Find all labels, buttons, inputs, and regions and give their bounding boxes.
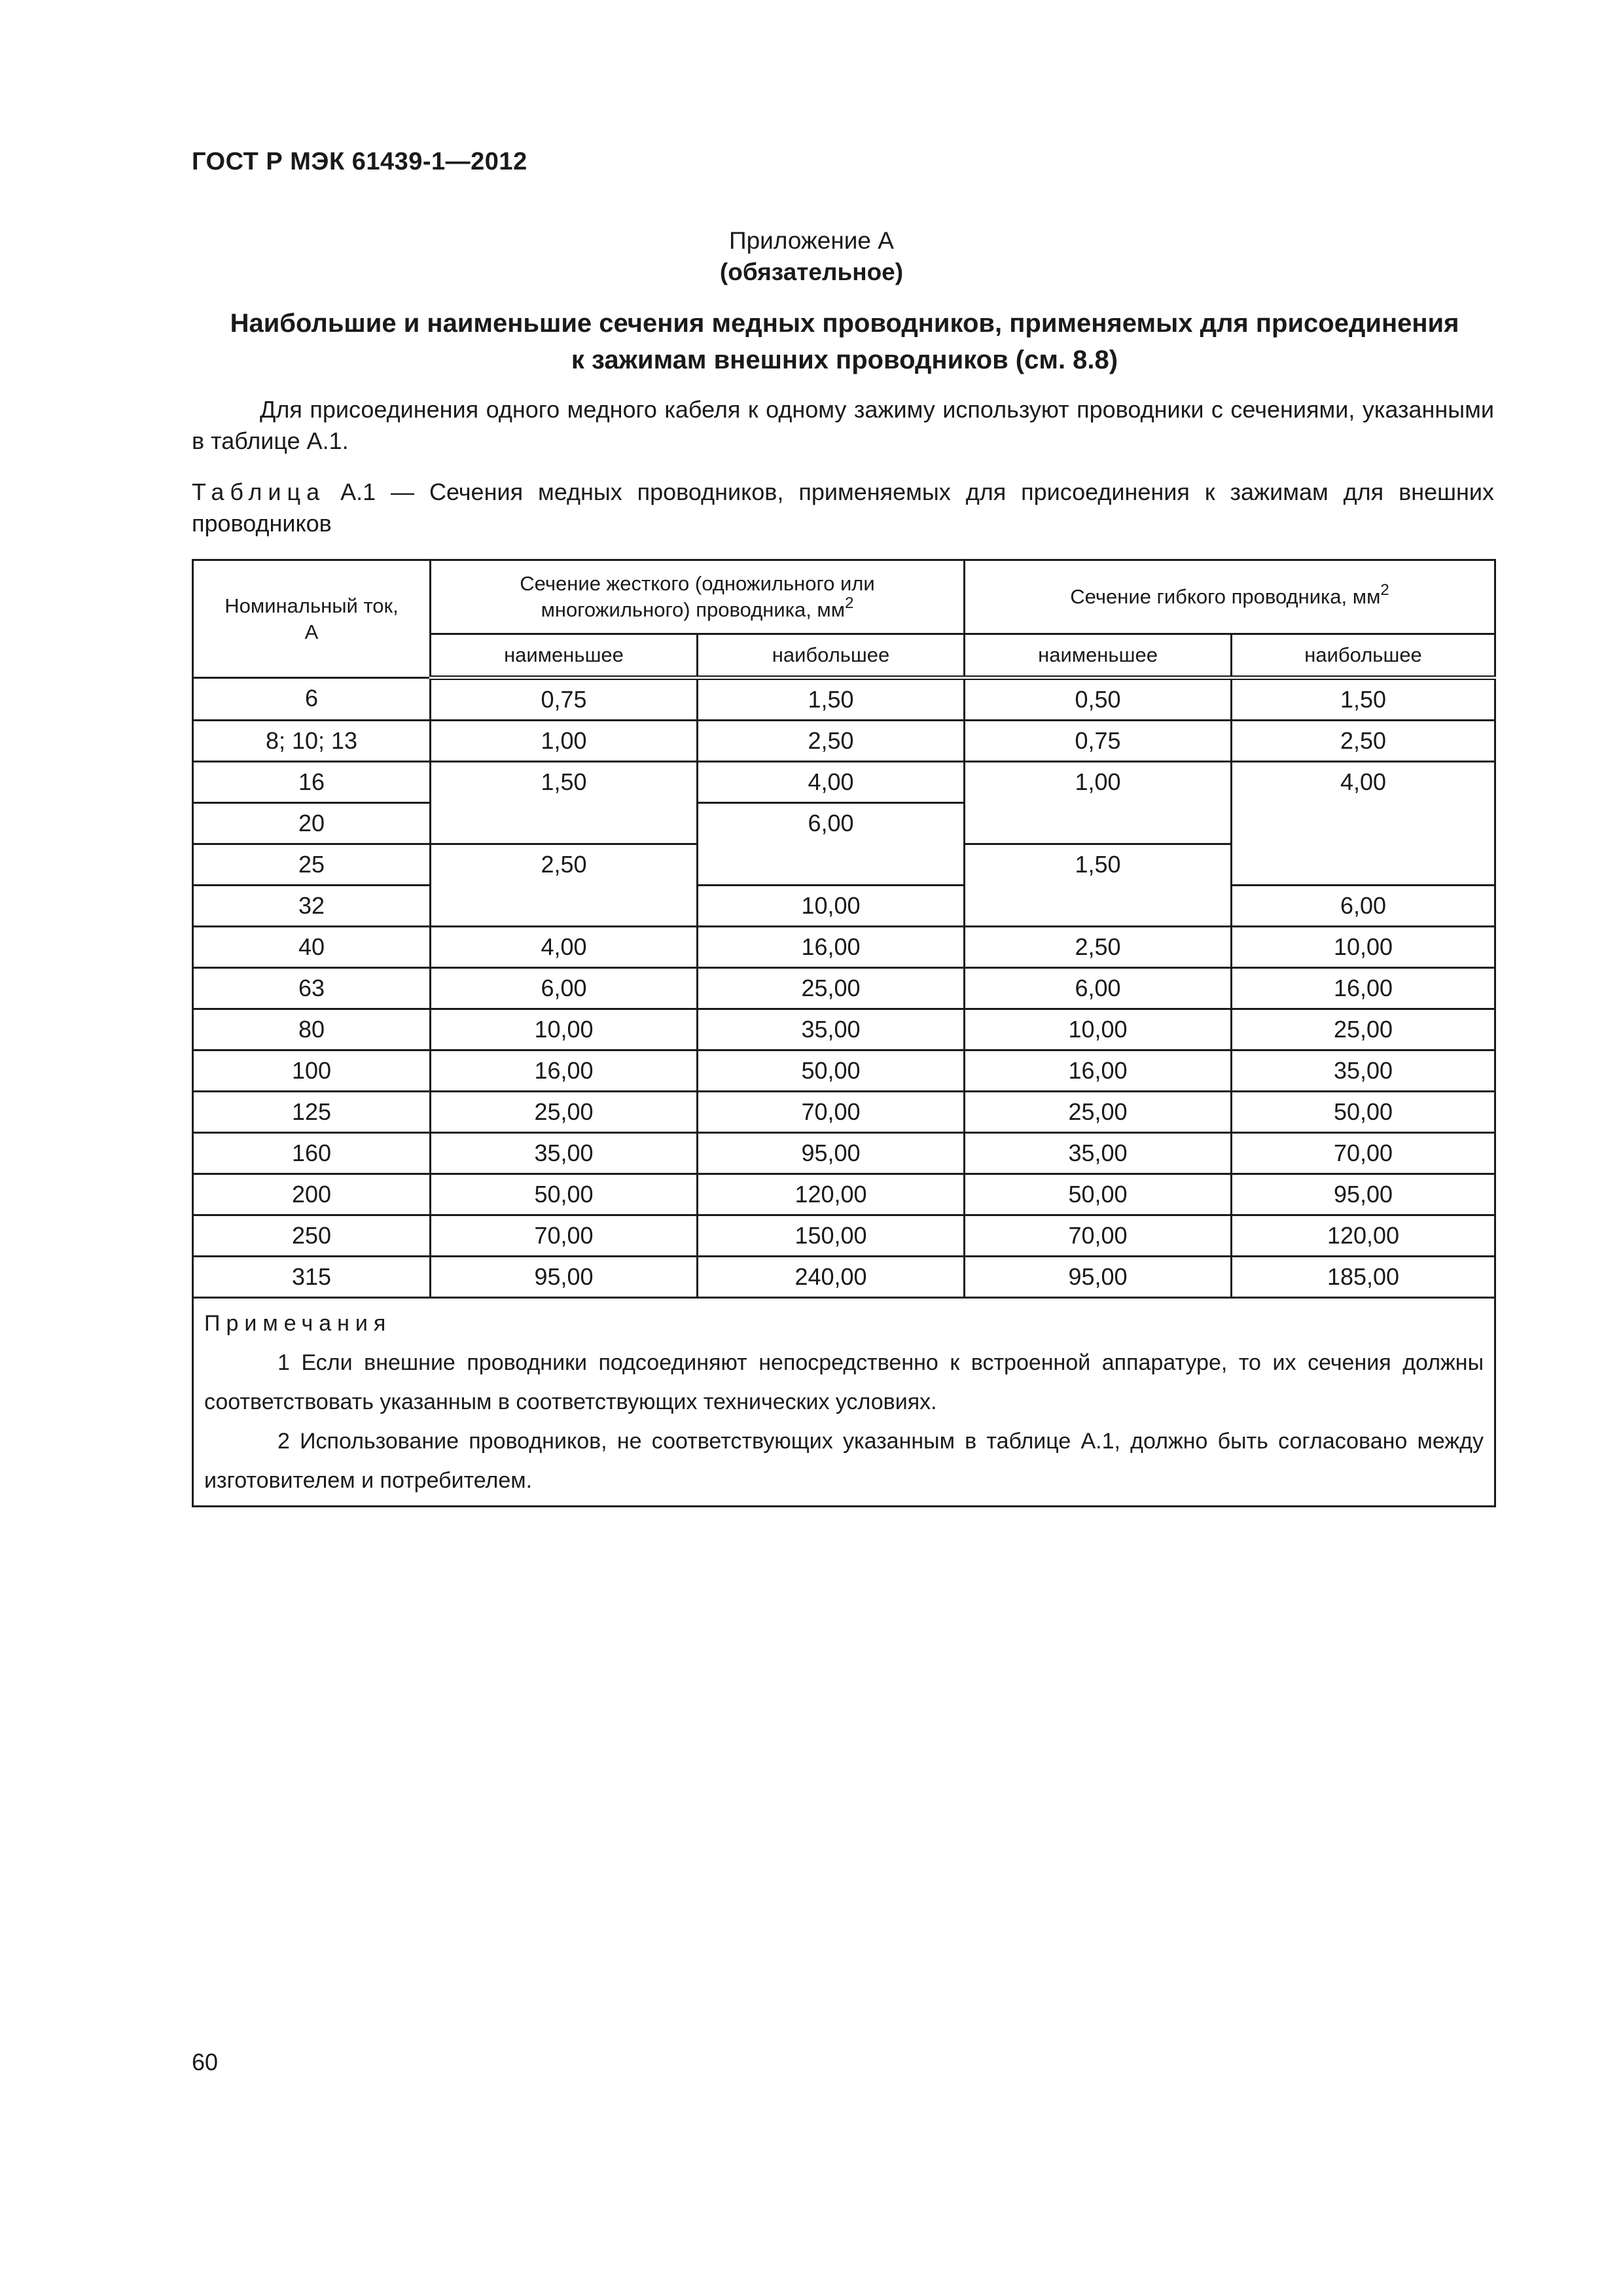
cell-flex-min: 25,00 xyxy=(965,1092,1232,1133)
header-rated-current: Номинальный ток, А xyxy=(193,560,431,678)
cell-current: 80 xyxy=(193,1009,431,1050)
cell-flex-max: 25,00 xyxy=(1232,1009,1495,1050)
cell-rigid-max: 35,00 xyxy=(698,1009,965,1050)
table-row xyxy=(193,927,1495,968)
document-title-line1: Наибольшие и наименьшие сечения медных проводников, применяемых для присоединения xyxy=(230,309,1459,338)
cell-current: 6 xyxy=(193,678,431,721)
cell-rigid-min: 1,00 xyxy=(431,721,698,762)
header-flexible-conductor-text: Сечение гибкого проводника, мм xyxy=(1070,585,1381,608)
table-row xyxy=(193,678,1495,721)
notes-title: Примечания xyxy=(204,1311,392,1336)
table-row xyxy=(193,1050,1495,1092)
table-notes xyxy=(193,1298,1495,1507)
cell-rigid-min: 4,00 xyxy=(431,927,698,968)
header-flex-min: наименьшее xyxy=(965,634,1232,678)
cell-flex-min: 1,50 xyxy=(965,844,1232,927)
cell-current: 63 xyxy=(193,968,431,1009)
cell-current: 100 xyxy=(193,1050,431,1092)
cell-flex-min: 16,00 xyxy=(965,1050,1232,1092)
header-rigid-max: наибольшее xyxy=(698,634,965,678)
table-row xyxy=(193,1174,1495,1215)
cell-rigid-max: 16,00 xyxy=(698,927,965,968)
cell-current: 125 xyxy=(193,1092,431,1133)
page-number: 60 xyxy=(192,2049,219,2075)
cell-rigid-max: 2,50 xyxy=(698,721,965,762)
table-row xyxy=(193,1257,1495,1298)
table-row xyxy=(193,968,1495,1009)
annex-status: (обязательное) xyxy=(719,259,904,285)
cell-rigid-min: 70,00 xyxy=(431,1215,698,1257)
cell-flex-max: 1,50 xyxy=(1232,678,1495,721)
cell-flex-min: 95,00 xyxy=(965,1257,1232,1298)
header-rigid-unit-power: 2 xyxy=(845,594,854,612)
table-row xyxy=(193,762,1495,803)
header-flexible-conductor xyxy=(965,560,1495,634)
cell-rigid-max: 95,00 xyxy=(698,1133,965,1174)
cell-flex-max: 6,00 xyxy=(1232,886,1495,927)
table-row xyxy=(193,721,1495,762)
cell-rigid-max: 10,00 xyxy=(698,886,965,927)
cell-flex-max: 185,00 xyxy=(1232,1257,1495,1298)
cell-rigid-min: 16,00 xyxy=(431,1050,698,1092)
header-flexible-unit-power: 2 xyxy=(1380,581,1389,599)
document-title xyxy=(192,305,1497,378)
cell-rigid-min: 0,75 xyxy=(431,678,698,721)
cell-current: 40 xyxy=(193,927,431,968)
cell-flex-max: 4,00 xyxy=(1232,762,1495,886)
cell-current: 16 xyxy=(193,762,431,803)
cell-current: 25 xyxy=(193,844,431,886)
cell-flex-max: 2,50 xyxy=(1232,721,1495,762)
header-rigid-min: наименьшее xyxy=(431,634,698,678)
header-rigid-conductor-text: Сечение жесткого (одножильного или многожильного) проводника, мм xyxy=(520,572,875,621)
cell-rigid-max: 50,00 xyxy=(698,1050,965,1092)
cell-rigid-min: 35,00 xyxy=(431,1133,698,1174)
table-row xyxy=(193,1215,1495,1257)
cell-rigid-min: 10,00 xyxy=(431,1009,698,1050)
cell-rigid-max: 6,00 xyxy=(698,803,965,886)
notes-row xyxy=(193,1298,1495,1507)
note-1: 1 Если внешние проводники подсоединяют непосредственно к встроенной аппаратуре, то их сечения должны соответствовать указанным в соответствующих технических условиях. xyxy=(204,1350,1484,1414)
cell-flex-max: 16,00 xyxy=(1232,968,1495,1009)
table-row xyxy=(193,1133,1495,1174)
table-row xyxy=(193,886,1495,927)
cell-current: 315 xyxy=(193,1257,431,1298)
table-row xyxy=(193,1092,1495,1133)
cell-flex-min: 6,00 xyxy=(965,968,1232,1009)
cell-current: 250 xyxy=(193,1215,431,1257)
document-title-line2: к зажимам внешних проводников (см. 8.8) xyxy=(571,346,1118,374)
cell-rigid-max: 1,50 xyxy=(698,678,965,721)
table-row xyxy=(193,1009,1495,1050)
cell-flex-min: 50,00 xyxy=(965,1174,1232,1215)
cell-rigid-max: 25,00 xyxy=(698,968,965,1009)
cell-current: 160 xyxy=(193,1133,431,1174)
cell-flex-max: 50,00 xyxy=(1232,1092,1495,1133)
conductor-sections-table xyxy=(192,559,1496,1507)
cell-flex-min: 10,00 xyxy=(965,1009,1232,1050)
cell-rigid-max: 120,00 xyxy=(698,1174,965,1215)
cell-rigid-max: 70,00 xyxy=(698,1092,965,1133)
cell-rigid-max: 240,00 xyxy=(698,1257,965,1298)
header-rigid-conductor xyxy=(431,560,965,634)
cell-rigid-min: 25,00 xyxy=(431,1092,698,1133)
cell-flex-max: 120,00 xyxy=(1232,1215,1495,1257)
cell-flex-min: 0,75 xyxy=(965,721,1232,762)
annex-heading xyxy=(0,225,1623,288)
cell-rigid-min: 95,00 xyxy=(431,1257,698,1298)
table-caption xyxy=(192,476,1494,539)
cell-flex-min: 70,00 xyxy=(965,1215,1232,1257)
note-2: 2 Использование проводников, не соответствующих указанным в таблице А.1, должно быть согласовано между изготовителем и потребителем. xyxy=(204,1429,1484,1493)
cell-flex-min: 2,50 xyxy=(965,927,1232,968)
cell-current: 8; 10; 13 xyxy=(193,721,431,762)
cell-flex-max: 10,00 xyxy=(1232,927,1495,968)
header-flex-max: наибольшее xyxy=(1232,634,1495,678)
table-caption-text: А.1 — Сечения медных проводников, применяемых для присоединения к зажимам для внешних проводников xyxy=(192,478,1494,537)
cell-rigid-max: 4,00 xyxy=(698,762,965,803)
cell-rigid-min: 50,00 xyxy=(431,1174,698,1215)
cell-current: 200 xyxy=(193,1174,431,1215)
cell-flex-min: 0,50 xyxy=(965,678,1232,721)
cell-flex-min: 1,00 xyxy=(965,762,1232,844)
cell-rigid-min: 1,50 xyxy=(431,762,698,844)
cell-flex-max: 95,00 xyxy=(1232,1174,1495,1215)
table-caption-label: Таблица xyxy=(192,478,326,505)
annex-name: Приложение А xyxy=(729,227,894,254)
cell-current: 32 xyxy=(193,886,431,927)
cell-rigid-max: 150,00 xyxy=(698,1215,965,1257)
cell-rigid-min: 2,50 xyxy=(431,844,698,927)
page-header-standard: ГОСТ Р МЭК 61439-1—2012 xyxy=(192,148,527,175)
cell-flex-max: 35,00 xyxy=(1232,1050,1495,1092)
cell-current: 20 xyxy=(193,803,431,844)
cell-flex-min: 35,00 xyxy=(965,1133,1232,1174)
intro-paragraph: Для присоединения одного медного кабеля к одному зажиму используют проводники с сечениями, указанными в таблице А.1. xyxy=(192,396,1494,454)
cell-rigid-min: 6,00 xyxy=(431,968,698,1009)
cell-flex-max: 70,00 xyxy=(1232,1133,1495,1174)
